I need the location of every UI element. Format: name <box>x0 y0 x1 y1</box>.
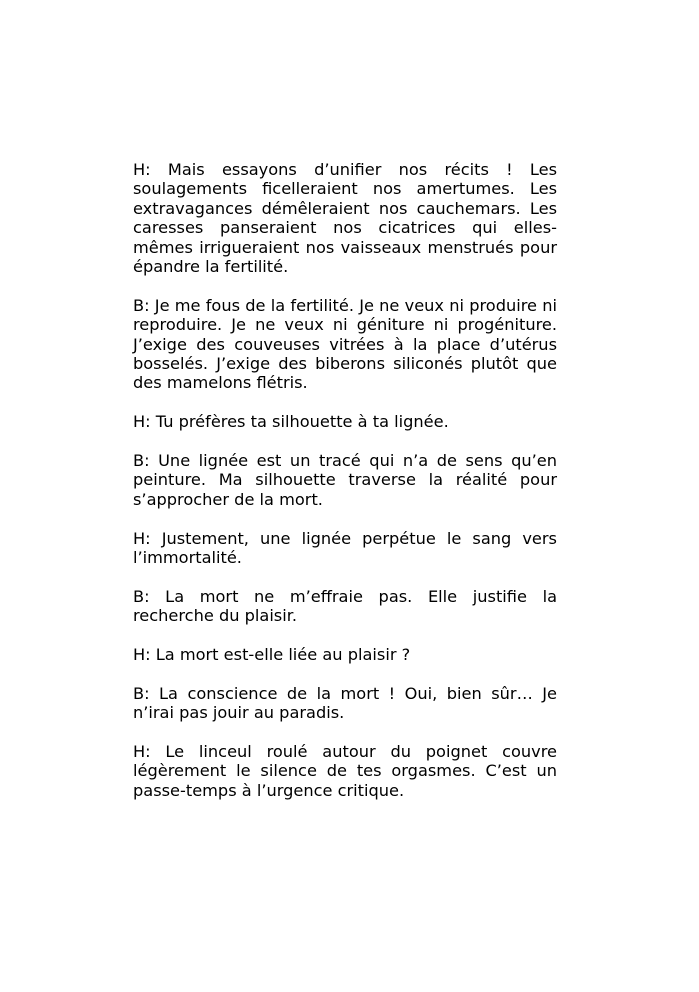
dialogue-paragraph: B: Je me fous de la fertilité. Je ne veux ni produire ni reproduire. Je ne veux ni géniture ni progéniture. J’exige des couveuses vitrées à la place d’utérus bosselés. J’exige des biberons siliconés plutôt que des mamelons flétris. <box>133 295 557 393</box>
dialogue-paragraph: H: Tu préfères ta silhouette à ta lignée. <box>133 412 449 432</box>
dialogue-paragraph: B: La mort ne m’effraie pas. Elle justifie la recherche du plaisir. <box>133 586 557 626</box>
dialogue-paragraph: H: La mort est-elle liée au plaisir ? <box>133 645 411 665</box>
dialogue-paragraph: B: Une lignée est un tracé qui n’a de sens qu’en peinture. Ma silhouette traverse la réalité pour s’approcher de la mort. <box>133 451 557 509</box>
dialogue-paragraph: B: La conscience de la mort ! Oui, bien sûr… Je n’irai pas jouir au paradis. <box>133 683 557 723</box>
dialogue-paragraph: H: Mais essayons d’unifier nos récits ! Les soulagements ficelleraient nos amertumes. Les extravagances démêleraient nos cauchemars. Les caresses panseraient nos cicatrices qui elles-mêmes irrigueraient nos vaisseaux menstrués pour épandre la fertilité. <box>133 160 557 277</box>
dialogue-paragraph: H: Justement, une lignée perpétue le sang vers l’immortalité. <box>133 528 557 568</box>
dialogue-paragraph: H: Le linceul roulé autour du poignet couvre légèrement le silence de tes orgasmes. C’est un passe-temps à l’urgence critique. <box>133 742 557 800</box>
page-body <box>133 160 557 820</box>
